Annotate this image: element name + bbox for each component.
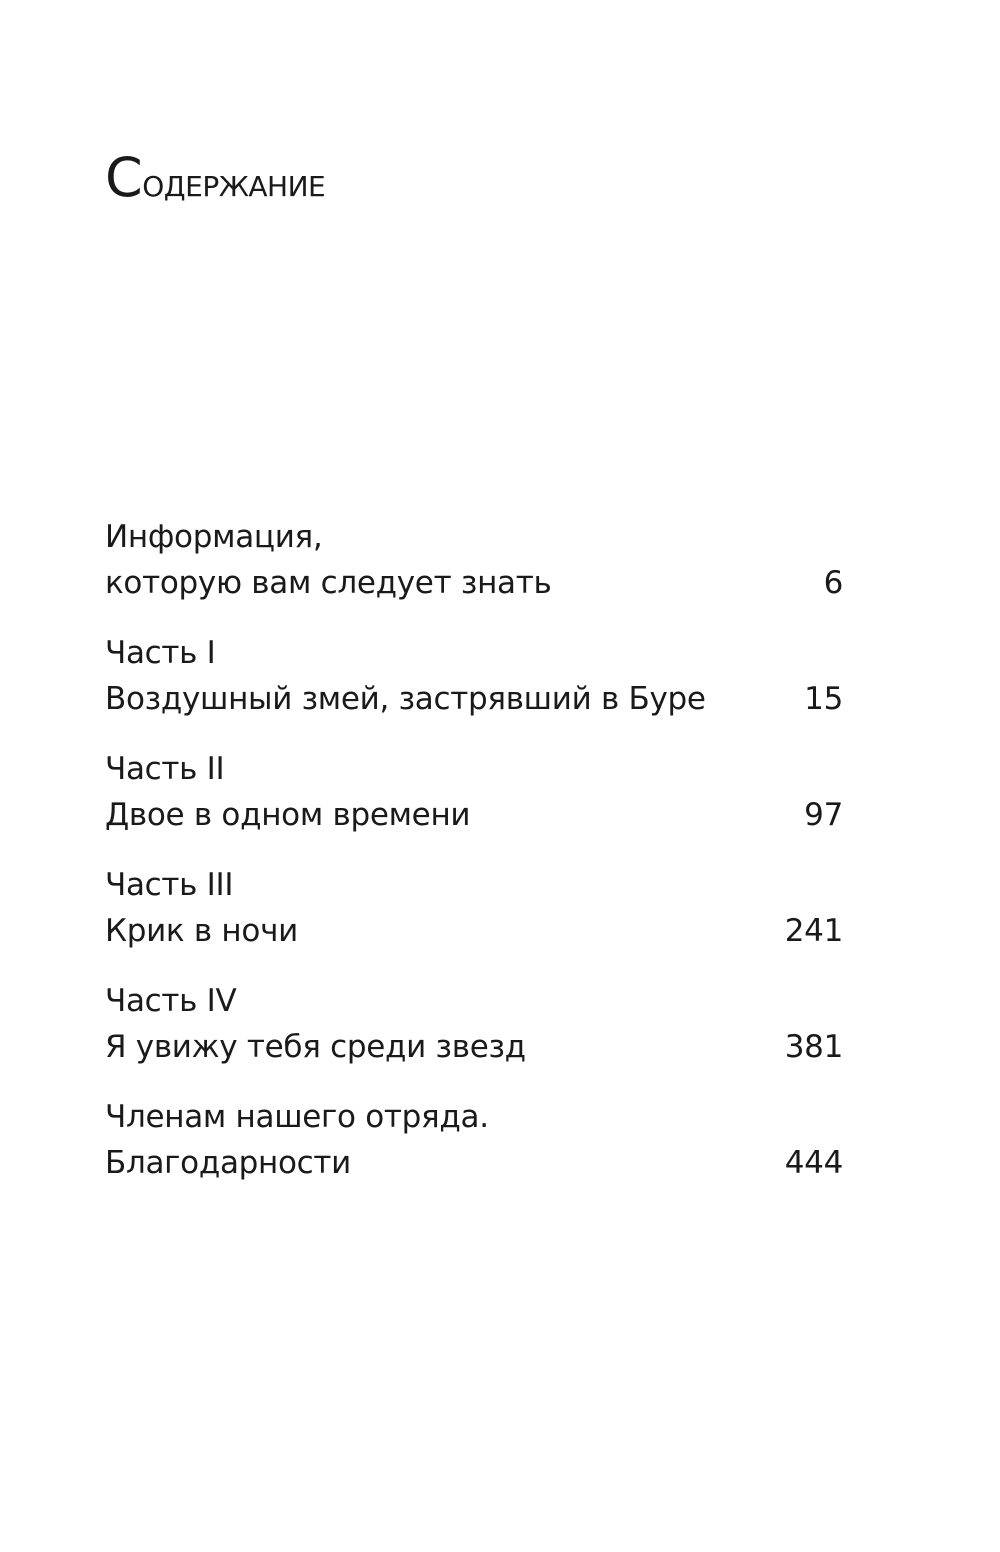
page-title	[105, 148, 325, 213]
toc-entry-heading: Часть I	[105, 635, 216, 671]
toc-entry[interactable]	[105, 746, 843, 838]
toc-entry-page-number: 381	[784, 1029, 843, 1065]
toc-entry[interactable]	[105, 514, 843, 606]
toc-entry-title: Воздушный змей, застрявший в Буре	[105, 681, 706, 717]
toc-entry-page-number: 6	[823, 565, 843, 601]
toc-entry-page-number: 444	[784, 1145, 843, 1181]
toc-entry-title: Благодарности	[105, 1145, 352, 1181]
toc-entry-page-number: 97	[804, 797, 843, 833]
toc-entry-heading: Часть IV	[105, 983, 237, 1019]
toc-entry[interactable]	[105, 862, 843, 954]
toc-entry[interactable]	[105, 1094, 843, 1186]
toc-entry-heading: Часть III	[105, 867, 234, 903]
toc-entry-page-number: 241	[784, 913, 843, 949]
toc-entry[interactable]	[105, 630, 843, 722]
toc-entry-title: Двое в одном времени	[105, 797, 471, 833]
page-title-rest: одержание	[142, 160, 326, 206]
toc-entry-heading: Информация,	[105, 519, 323, 555]
toc-entry[interactable]	[105, 978, 843, 1070]
toc-entry-title: Крик в ночи	[105, 913, 298, 949]
toc-entry-title: Я увижу тебя среди звезд	[105, 1029, 526, 1065]
table-of-contents	[105, 514, 843, 1186]
page-title-first-letter: С	[105, 146, 143, 209]
toc-entry-heading: Часть II	[105, 751, 225, 787]
toc-entry-page-number: 15	[804, 681, 843, 717]
toc-entry-heading: Членам нашего отряда.	[105, 1099, 489, 1135]
toc-entry-title: которую вам следует знать	[105, 565, 552, 601]
